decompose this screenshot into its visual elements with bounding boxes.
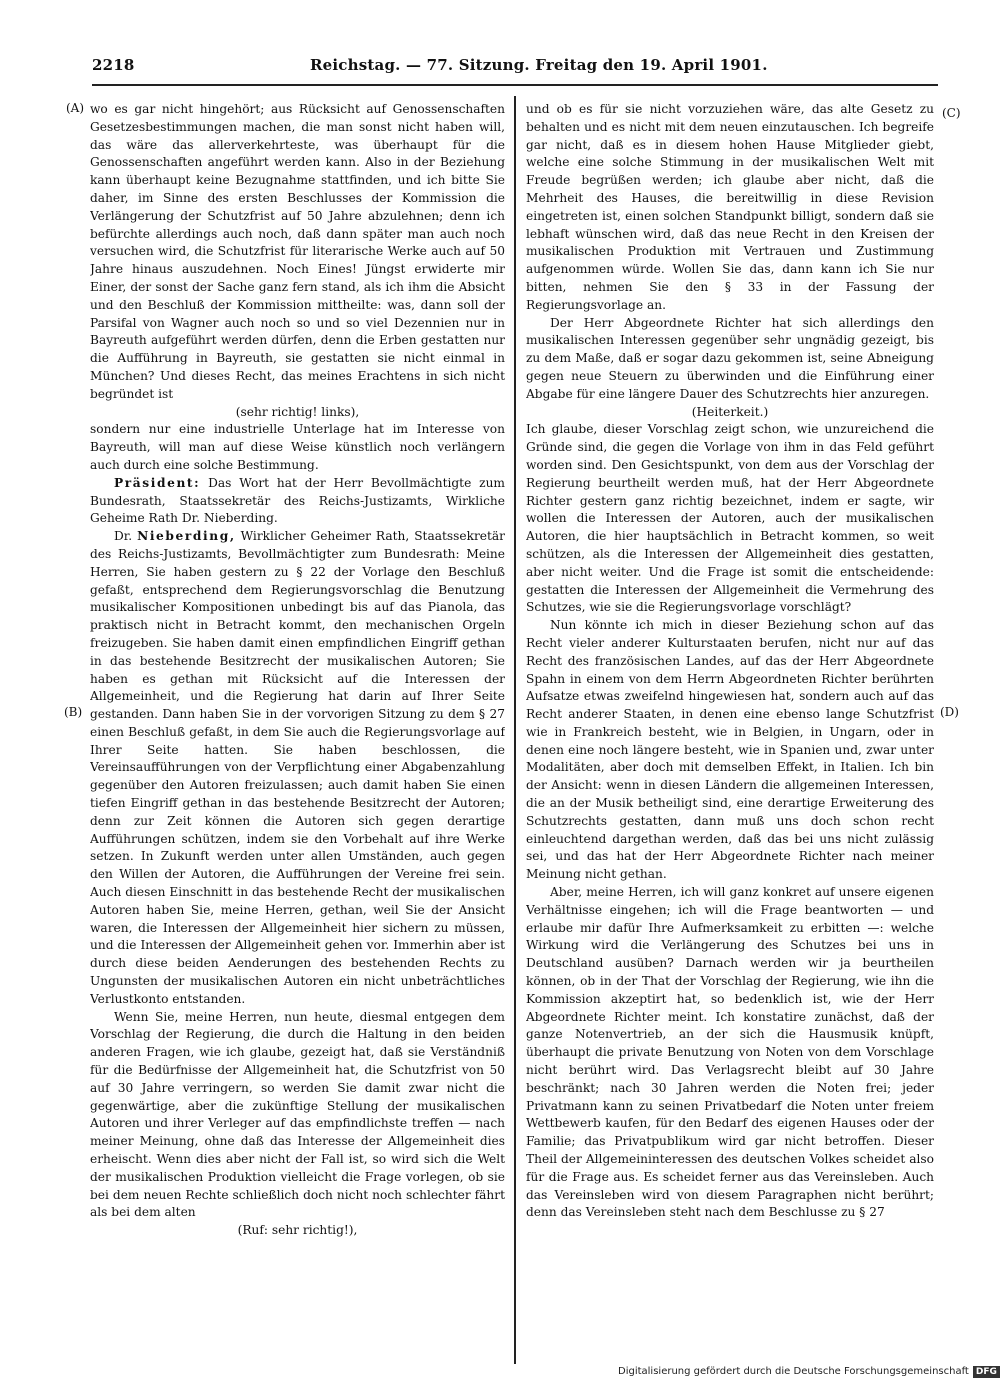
- paragraph: [90, 528, 505, 1009]
- paragraph: Aber, meine Herren, ich will ganz konkret auf unsere eigenen Verhältnisse eingehen; ich will die Frage beantworten — und erlaube mir dafür Ihre Aufmerksamkeit zu erbitten —: welche Wirkung wird die Verlängerung des Schutzes bei uns in Deutschland ausüben? Darnach werden wir ja beurtheilen können, ob in der That der Vorschlag der Regierung, wie ihn die Kommission akzeptirt hat, so bedenklich ist, wie der Herr Abgeordnete Richter meint. Ich konstatire zunächst, daß der ganze Notenvertrieb, an der sich die Hausmusik knüpft, überhaupt die private Benutzung von Noten von dem Vorschlage nicht berührt wird. Das Verlagsrecht bleibt auf 30 Jahre beschränkt; nach 30 Jahren werden die Noten frei; jeder Privatmann kann zu seinen Privatbedarf die Noten unter freiem Wettbewerb kaufen, für den Bedarf des eigenen Hauses oder der Familie; das Privatpublikum wird gar nicht betroffen. Dieser Theil der Allgemeininteressen des deutschen Volkes scheidet also für die Frage aus. Es scheidet ferner aus das Vereinsleben. Auch das Vereinsleben wird von diesem Paragraphen nicht berührt; denn das Vereinsleben steht nach dem Beschlusse zu § 27: [526, 885, 934, 1220]
- page-number: 2218: [92, 56, 135, 74]
- running-title: Reichstag. — 77. Sitzung. Freitag den 19. April 1901.: [310, 56, 768, 74]
- credit-text: Digitalisierung gefördert durch die Deutsche Forschungsgemeinschaft: [618, 1366, 969, 1377]
- column-divider: [514, 96, 516, 1364]
- paragraph: Nun könnte ich mich in dieser Beziehung schon auf das Recht vieler anderer Kulturstaaten berufen, nicht nur auf das Recht des französischen Landes, auf das der Herr Abgeordnete Spahn in einem von dem Herrn Abgeordneten Richter berührten Aufsatze etwas zweifelnd hingewiesen hat, sondern auch auf das Recht anderer Staaten, in denen eine ebenso lange Schutzfrist wie in Frankreich besteht, wie in Belgien, in Ungarn, oder in denen eine noch längere besteht, wie in Spanien und, zwar unter Modalitäten, aber doch mit demselben Effekt, in Italien. Ich bin der Ansicht: wenn in diesen Ländern die allgemeinen Interessen, die an der Musik betheiligt sind, eine derartige Erweiterung des Schutzrechts gestatten, dann muß uns doch schon recht einleuchtend dargethan werden, daß das bei uns nicht zulässig sei, und das hat der Herr Abgeordnete Richter nach meiner Meinung nicht gethan.: [526, 618, 934, 882]
- paragraph: Wenn Sie, meine Herren, nun heute, diesmal entgegen dem Vorschlag der Regierung, die durch die Haltung in den beiden anderen Fragen, wie ich glaube, gezeigt hat, daß sie Verständniß für die Bedürfnisse der Allgemeinheit hat, die Schutzfrist von 50 auf 30 Jahre verringern, so werden Sie damit zwar nicht die gegenwärtige, aber die zukünftige Stellung der musikalischen Autoren und ihrer Verleger auf das empfindlichste treffen — nach meiner Meinung, ohne daß das Interesse der Allgemeinheit dies erheischt. Wenn dies aber nicht der Fall ist, so wird sich die Welt der musikalischen Produktion vielleicht die Frage vorlegen, ob sie bei dem neuen Rechte schließlich doch nicht noch schlechter fährt als bei dem alten: [90, 1009, 505, 1220]
- left-column: [90, 101, 505, 1344]
- paragraph: Ich glaube, dieser Vorschlag zeigt schon, wie unzureichend die Gründe sind, die gegen die Vorlage von ihm in das Feld geführt worden sind. Den Gesichtspunkt, von dem aus der Vorschlag der Regierung beurtheilt werden muß, hat der Herr Abgeordnete Richter gestern ganz richtig bezeichnet, indem er sagte, wir wollen die Interessen der Autoren, auch der musikalischen Autoren, die hier hauptsächlich in Betracht kommen, so weit schützen, als die Interessen der Allgemeinheit dies gestatten, aber nicht weiter. Und die Frage ist somit die entscheidende: gestatten die Interessen der Allgemeinheit die Vermehrung des Schutzes, wie sie die Regierungsvorlage vorschlägt?: [526, 422, 934, 615]
- margin-marker-b: (B): [64, 705, 83, 719]
- paragraph: Der Herr Abgeordnete Richter hat sich allerdings den musikalischen Interessen gegenüber sehr ungnädig gezeigt, bis zu dem Maße, daß er sogar dazu gekommen ist, seine Abneigung gegen neue Steuern zu überwinden und die Einführung einer Abgabe für eine längere Dauer des Schutzrechts hier anzuregen.: [526, 315, 934, 401]
- paragraph: und ob es für sie nicht vorzuziehen wäre, das alte Gesetz zu behalten und es nicht mit dem neuen einzutauschen. Ich begreife gar nicht, daß es in diesem hohen Hause Mitglieder giebt, welche eine solche Stimmung in der musikalischen Welt mit Freude begrüßen werden; ich glaube aber nicht, daß die Mehrheit des Hauses, die bereitwillig in diese Revision eingetreten ist, einen solchen Standpunkt billigt, sondern daß sie lebhaft wünschen wird, daß das neue Recht in den Kreisen der musikalischen Produktion mit Vertrauen und Zustimmung aufgenommen würde. Wollen Sie das, dann kann ich Sie nur bitten, nehmen Sie den § 33 in der Fassung der Regierungsvorlage an.: [526, 102, 934, 312]
- speech-text: Wirklicher Geheimer Rath, Staatssekretär des Reichs-Justizamts, Bevollmächtigter zum Bundesrath: Meine Herren, Sie haben gestern zu § 22 der Vorlage den Beschluß gefaßt, entsprechend dem Regierungsvorschlag die Benutzung musikalischer Kompositionen unbedingt bis auf das Pianola, das praktisch nicht in Betracht kommt, den mechanischen Orgeln freizugeben. Sie haben damit einen empfindlichen Eingriff gethan in das bestehende Besitzrecht der musikalischen Autoren; Sie haben es gethan mit Rücksicht auf die Interessen der Allgemeinheit, und die Regierung hat darin auf Ihrer Seite gestanden. Dann haben Sie in der vorvorigen Sitzung zu dem § 27 einen Beschluß gefaßt, in dem Sie auch die Regierungsvorlage auf Ihrer Seite hatten. Sie haben beschlossen, die Vereinsaufführungen von der Verpflichtung einer Abgabenzahlung gegenüber den Autoren freizulassen; auch damit haben Sie einen tiefen Eingriff gethan in das bestehende Besitzrecht der Autoren; denn zur Zeit können die Autoren sich gegen derartige Aufführungen schützen, indem sie den Vorbehalt auf ihre Werke setzen. In Zukunft werden unter allen Umständen, auch gegen den Willen der Autoren, die Aufführungen der Vereine frei sein. Auch diesen Einschnitt in das bestehende Recht der musikalischen Autoren haben Sie, meine Herren, gethan, weil Sie der Ansicht waren, die Interessen der Allgemeinheit hier sichern zu müssen, und die Interessen der Allgemeinheit gehen vor. Immerhin aber ist durch diese beiden Aenderungen des bestehenden Rechts zu Ungunsten der musikalischen Autoren ein nicht unbeträchtliches Verlustkonto entstanden.: [90, 529, 505, 1006]
- speaker-name: Nieberding,: [137, 529, 236, 544]
- margin-marker-a: (A): [66, 101, 85, 115]
- speaker-title: Dr.: [114, 529, 133, 544]
- speaker-name: Präsident:: [114, 475, 201, 490]
- interjection: (Heiterkeit.): [691, 404, 769, 419]
- interjection: (Ruf: sehr richtig!),: [237, 1223, 358, 1238]
- paragraph: wo es gar nicht hingehört; aus Rücksicht auf Genossenschaften Gesetzesbestimmungen machen, die man sonst nicht haben will, das wäre das allerverkehrteste, was überhaupt für die Genossenschaften angeführt werden kann. Also in der Beziehung kann überhaupt keine Bezugnahme stattfinden, und ich bitte Sie daher, im Sinne des ersten Beschlusses der Kommission die Verlängerung der Schutzfrist auf 50 Jahre abzulehnen; denn ich befürchte allerdings auch noch, daß dann später man auch noch versuchen wird, die Schutzfrist für literarische Werke auch auf 50 Jahre hinaus auszudehnen. Noch Eines! Jüngst erwiderte mir Einer, der sonst der Sache ganz fern stand, als ich ihm die Absicht und den Beschluß der Kommission mittheilte: was, dann soll der Parsifal von Wagner auch noch so und so viel Dezennien nur in Bayreuth aufgeführt werden dürfen, denn die Erben gestatten nur die Aufführung in Bayreuth, sie gestatten sie nicht einmal in München? Und dieses Recht, das meines Erachtens in sich nicht begründet ist: [90, 102, 505, 401]
- margin-marker-d: (D): [940, 705, 959, 719]
- paragraph: sondern nur eine industrielle Unterlage hat im Interesse von Bayreuth, will man auf diese Weise künstlich noch verlängern auch durch eine solche Bestimmung.: [90, 422, 505, 472]
- interjection: (sehr richtig! links),: [235, 404, 360, 419]
- paragraph: [90, 475, 505, 528]
- right-column: [526, 101, 934, 1344]
- digitization-credit: [618, 1366, 998, 1380]
- dfg-logo: DFG: [973, 1366, 1000, 1378]
- header-rule: [92, 84, 938, 86]
- speech-text: Das Wort hat der Herr Bevollmächtigte zum Bundesrath, Staatssekretär des Reichs-Justizamts, Wirkliche Geheime Rath Dr. Nieberding.: [90, 475, 505, 526]
- page-header: [92, 56, 768, 80]
- margin-marker-c: (C): [942, 106, 961, 120]
